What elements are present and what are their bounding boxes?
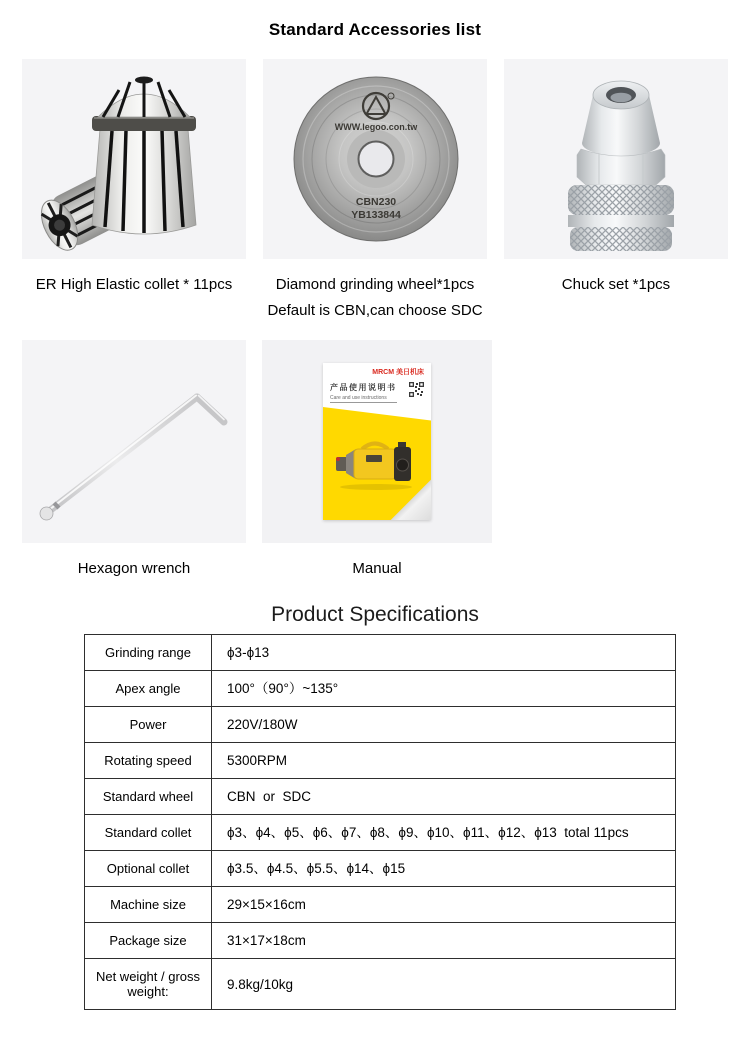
hexagon-wrench-photo bbox=[22, 340, 246, 543]
spec-label: Machine size bbox=[85, 887, 212, 923]
accessories-captions-2 bbox=[0, 560, 750, 577]
manual-brand-logo: MRCM 美日机床 bbox=[372, 369, 424, 376]
spec-row-rotating-speed bbox=[85, 743, 676, 779]
qr-code-icon bbox=[409, 382, 424, 397]
spec-label: Standard wheel bbox=[85, 779, 212, 815]
caption-manual: Manual bbox=[352, 560, 402, 577]
spec-value: ϕ3.5、ϕ4.5、ϕ5.5、ϕ14、ϕ15 bbox=[212, 851, 676, 887]
chuck-illustration bbox=[504, 59, 728, 259]
spec-value: 31×17×18cm bbox=[212, 923, 676, 959]
spec-label: Power bbox=[85, 707, 212, 743]
wheel-site-text: WWW.legoo.con.tw bbox=[334, 122, 418, 132]
collet-photo bbox=[22, 59, 246, 259]
caption-chuck-set: Chuck set *1pcs bbox=[561, 276, 671, 293]
spec-label: Grinding range bbox=[85, 635, 212, 671]
accessories-row-2 bbox=[0, 340, 750, 543]
spec-label: Apex angle bbox=[85, 671, 212, 707]
spec-label: Package size bbox=[85, 923, 212, 959]
collet-illustration bbox=[22, 59, 246, 259]
page-title: Standard Accessories list bbox=[268, 20, 482, 39]
spec-value: ϕ3-ϕ13 bbox=[212, 635, 676, 671]
grinder-machine-illustration bbox=[332, 437, 422, 492]
spec-value: CBN or SDC bbox=[212, 779, 676, 815]
wrench-illustration bbox=[22, 340, 246, 543]
spec-value: 9.8kg/10kg bbox=[212, 959, 676, 1010]
caption-collet: ER High Elastic collet * 11pcs bbox=[35, 276, 233, 293]
wheel-model-text: CBN230 bbox=[355, 196, 397, 208]
spec-value: 220V/180W bbox=[212, 707, 676, 743]
spec-label: Standard collet bbox=[85, 815, 212, 851]
caption-hexagon-wrench: Hexagon wrench bbox=[77, 560, 191, 577]
spec-row-power bbox=[85, 707, 676, 743]
manual-title-en: Care and use instructions bbox=[330, 395, 397, 403]
spec-row-apex-angle bbox=[85, 671, 676, 707]
spec-value: ϕ3、ϕ4、ϕ5、ϕ6、ϕ7、ϕ8、ϕ9、ϕ10、ϕ11、ϕ12、ϕ13 total 11pcs bbox=[212, 815, 676, 851]
accessories-row-1 bbox=[0, 59, 750, 259]
spec-row-standard-collet bbox=[85, 815, 676, 851]
spec-label: Rotating speed bbox=[85, 743, 212, 779]
grinding-wheel-illustration bbox=[263, 59, 487, 259]
wheel-note: Default is CBN,can choose SDC bbox=[267, 302, 483, 319]
manual-photo bbox=[262, 340, 492, 543]
chuck-set-photo bbox=[504, 59, 728, 259]
grinding-wheel-photo bbox=[263, 59, 487, 259]
spec-row-package-size bbox=[85, 923, 676, 959]
spec-value: 5300RPM bbox=[212, 743, 676, 779]
spec-row-standard-wheel bbox=[85, 779, 676, 815]
manual-title-cn: 产品使用说明书 bbox=[330, 383, 397, 392]
wheel-serial-text: YB133844 bbox=[351, 209, 401, 221]
accessories-captions-1 bbox=[0, 276, 750, 293]
spec-row-net-weight bbox=[85, 959, 676, 1010]
spec-row-optional-collet bbox=[85, 851, 676, 887]
spec-table bbox=[84, 634, 676, 1010]
spec-section-title: Product Specifications bbox=[271, 603, 479, 626]
spec-value: 29×15×16cm bbox=[212, 887, 676, 923]
caption-grinding-wheel: Diamond grinding wheel*1pcs bbox=[275, 276, 475, 293]
manual-cover bbox=[323, 363, 431, 520]
spec-row-grinding-range bbox=[85, 635, 676, 671]
manual-title-block bbox=[323, 377, 431, 403]
spec-value: 100°（90°）~135° bbox=[212, 671, 676, 707]
spec-row-machine-size bbox=[85, 887, 676, 923]
spec-label: Net weight / gross weight: bbox=[85, 959, 212, 1010]
spec-label: Optional collet bbox=[85, 851, 212, 887]
